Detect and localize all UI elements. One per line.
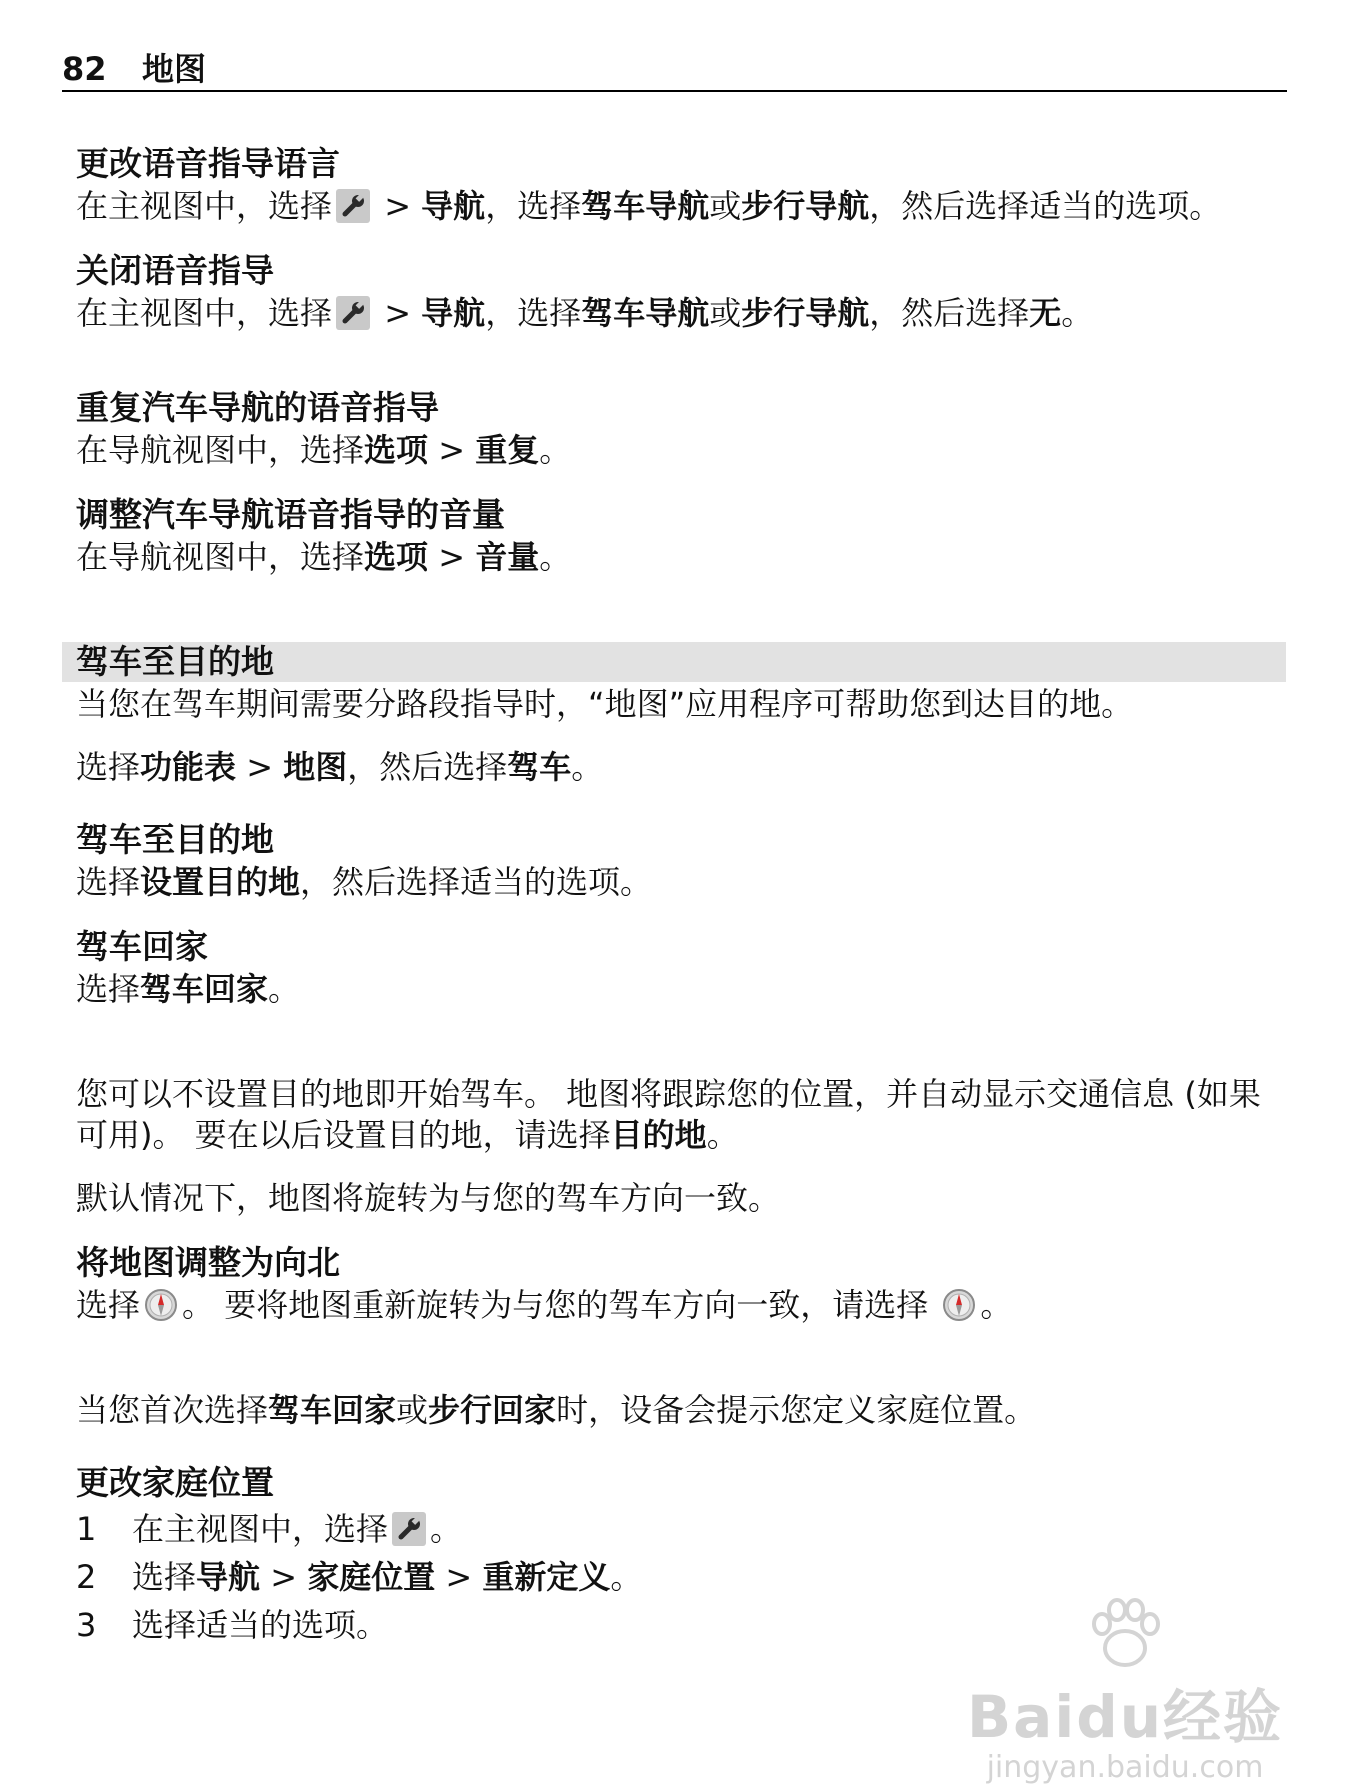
- list-item: 1 在主视图中，选择 。: [76, 1510, 463, 1548]
- free-drive-paragraph: 您可以不设置目的地即开始驾车。 地图将跟踪您的位置，并自动显示交通信息 (如果可用)。 要在以后设置目的地，请选择目的地。: [76, 1075, 1261, 1154]
- wrench-icon: [336, 189, 370, 223]
- compass-icon: [942, 1288, 976, 1322]
- section-heading: 调整汽车导航语音指导的音量: [76, 495, 505, 534]
- section-heading: 更改语音指导语言: [76, 144, 340, 183]
- section-heading: 关闭语音指导: [76, 251, 274, 290]
- page-header: [62, 48, 1287, 92]
- section-heading: 重复汽车导航的语音指导: [76, 388, 439, 427]
- section-body: 选择设置目的地，然后选择适当的选项。: [76, 863, 653, 901]
- list-item: 2 选择导航 > 家庭位置 > 重新定义。: [76, 1558, 643, 1596]
- section-body: 在主视图中，选择 > 导航，选择驾车导航或步行导航，然后选择适当的选项。: [76, 187, 1222, 225]
- section-body: 在主视图中，选择 > 导航，选择驾车导航或步行导航，然后选择无。: [76, 294, 1094, 332]
- watermark-url: jingyan.baidu.com: [986, 1750, 1264, 1785]
- section-body: 选择驾车回家。: [76, 970, 301, 1008]
- page-content: [76, 142, 1286, 1649]
- baidu-watermark: [960, 1590, 1290, 1790]
- section-body: 在导航视图中，选择选项 > 音量。: [76, 538, 572, 576]
- chapter-section-heading: 驾车至目的地: [62, 642, 1286, 682]
- compass-icon: [144, 1288, 178, 1322]
- page-number: 82: [62, 50, 107, 88]
- intro-instruction: 选择功能表 > 地图，然后选择驾车。: [76, 748, 604, 786]
- section-heading: 更改家庭位置: [76, 1463, 274, 1502]
- intro-paragraph: 当您在驾车期间需要分路段指导时，“地图”应用程序可帮助您到达目的地。: [76, 685, 1134, 723]
- home-location-paragraph: 当您首次选择驾车回家或步行回家时，设备会提示您定义家庭位置。: [76, 1391, 1037, 1429]
- list-item: 3 选择适当的选项。: [76, 1606, 389, 1644]
- wrench-icon: [336, 296, 370, 330]
- section-heading: 将地图调整为向北: [76, 1243, 340, 1282]
- chapter-title: 地图: [142, 50, 207, 88]
- section-body: 在导航视图中，选择选项 > 重复。: [76, 431, 572, 469]
- rotation-paragraph: 默认情况下，地图将旋转为与您的驾车方向一致。: [76, 1179, 781, 1217]
- section-heading: 驾车回家: [76, 927, 208, 966]
- section-heading: 驾车至目的地: [76, 820, 274, 859]
- watermark-brand: Baidu经验: [966, 1683, 1284, 1751]
- paw-logo-icon: [1080, 1590, 1170, 1680]
- section-body: 选择 。 要将地图重新旋转为与您的驾车方向一致，请选择 。: [76, 1286, 1013, 1324]
- wrench-icon: [392, 1511, 426, 1545]
